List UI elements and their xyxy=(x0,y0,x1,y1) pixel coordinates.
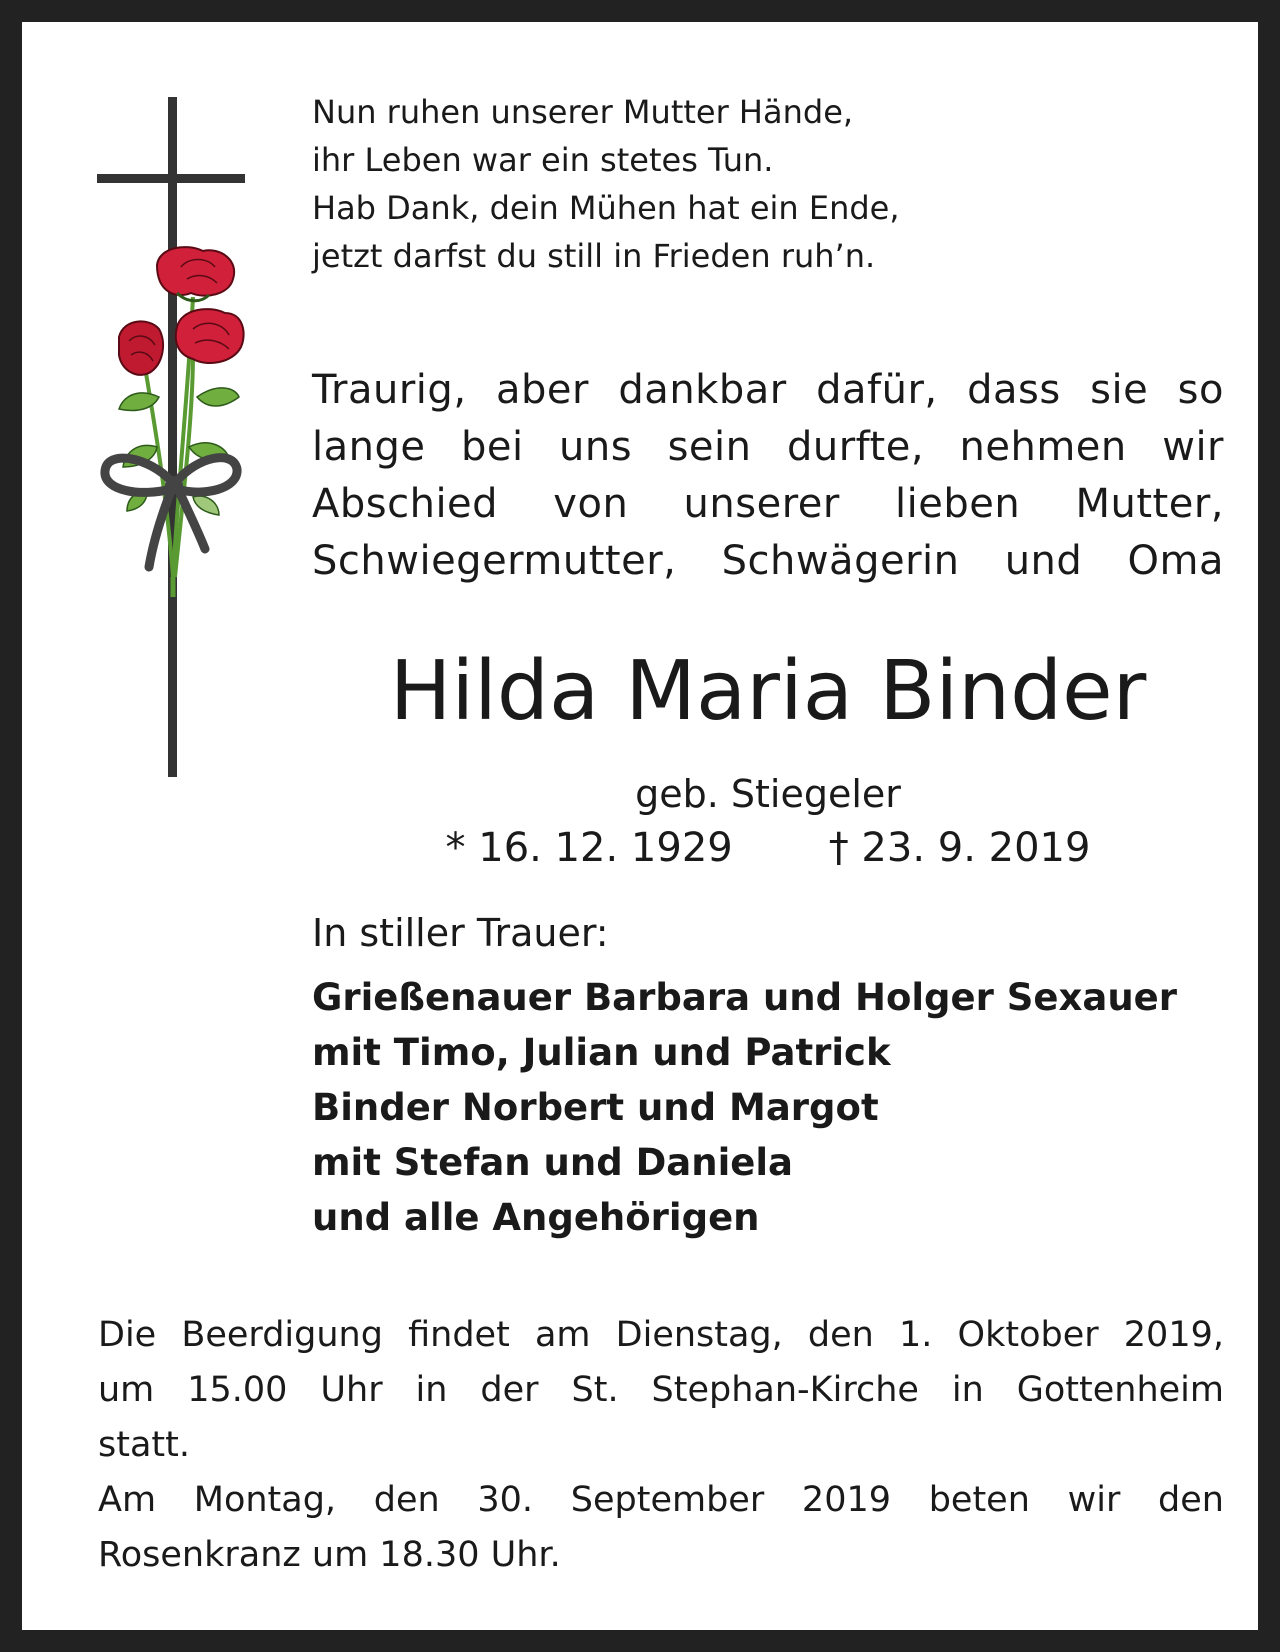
mourners-list xyxy=(312,970,1177,1245)
poem-line: Hab Dank, dein Mühen hat ein Ende, xyxy=(312,189,900,227)
life-dates xyxy=(312,822,1224,874)
maiden-name: geb. Stiegeler xyxy=(635,772,901,816)
funeral-notice xyxy=(98,1308,1224,1583)
birth-date: * 16. 12. 1929 xyxy=(445,825,733,871)
funeral-line: statt. xyxy=(98,1425,190,1465)
intro-line: Abschied von unserer lieben Mutter, xyxy=(312,481,1224,527)
funeral-line: Rosenkranz um 18.30 Uhr. xyxy=(98,1535,561,1575)
intro-text xyxy=(312,362,1224,590)
obituary-card xyxy=(22,22,1258,1630)
intro-line: lange bei uns sein durfte, nehmen wir xyxy=(312,424,1224,470)
deceased-name: Hilda Maria Binder xyxy=(389,644,1147,739)
funeral-line: um 15.00 Uhr in der St. Stephan-Kirche in Gottenheim xyxy=(98,1370,1224,1410)
intro-line: Traurig, aber dankbar dafür, dass sie so xyxy=(312,367,1224,413)
mourner-line: mit Timo, Julian und Patrick xyxy=(312,1031,891,1074)
poem-line: jetzt darfst du still in Frieden ruh’n. xyxy=(312,237,876,275)
mourner-line: Binder Norbert und Margot xyxy=(312,1086,879,1129)
poem-line: Nun ruhen unserer Mutter Hände, xyxy=(312,93,854,131)
mourner-line: Grießenauer Barbara und Holger Sexauer xyxy=(312,976,1178,1019)
mourner-line: mit Stefan und Daniela xyxy=(312,1141,794,1184)
death-date: † 23. 9. 2019 xyxy=(828,825,1091,871)
mourning-label: In stiller Trauer: xyxy=(312,911,609,955)
poem xyxy=(312,88,900,280)
cross-with-roses-icon xyxy=(97,97,257,817)
mourner-line: und alle Angehörigen xyxy=(312,1196,760,1239)
funeral-line: Am Montag, den 30. September 2019 beten wir den xyxy=(98,1480,1224,1520)
funeral-line: Die Beerdigung findet am Dienstag, den 1. Oktober 2019, xyxy=(98,1315,1224,1355)
poem-line: ihr Leben war ein stetes Tun. xyxy=(312,141,774,179)
intro-line: Schwiegermutter, Schwägerin und Oma xyxy=(312,538,1224,584)
